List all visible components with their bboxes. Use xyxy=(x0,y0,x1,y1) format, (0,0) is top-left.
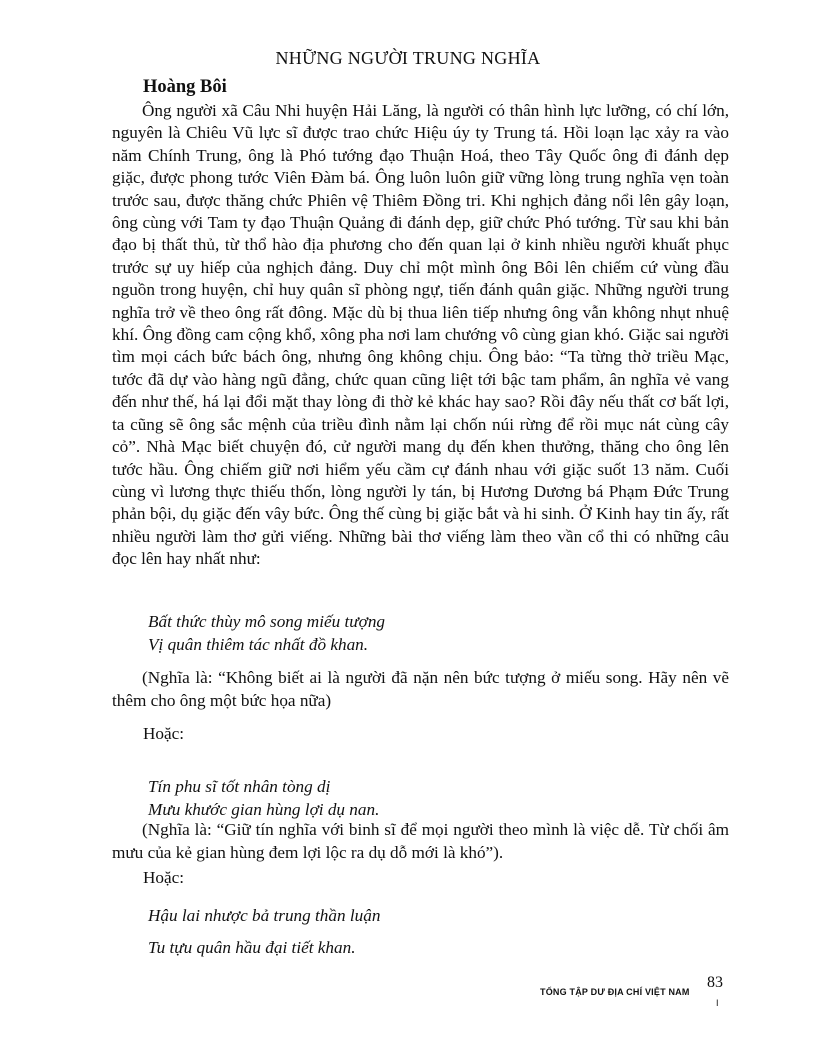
poem-verse-2 xyxy=(148,776,379,821)
poem-3-line-1: Hậu lai nhược bả trung thần luận xyxy=(148,906,381,925)
page-mark: I xyxy=(716,998,719,1008)
footer-book-title: TỔNG TẬP DƯ ĐỊA CHÍ VIỆT NAM xyxy=(540,987,690,997)
page-number: 83 xyxy=(707,974,723,991)
section-heading: Hoàng Bôi xyxy=(143,77,227,97)
poem-2-line-2: Mưu khước gian hùng lợi dụ nan. xyxy=(148,799,380,819)
poem-2-line-1: Tín phu sĩ tốt nhân tòng dị xyxy=(148,777,331,796)
body-paragraph: Ông người xã Câu Nhi huyện Hải Lăng, là người có thân hình lực lưỡng, có chí lớn, nguyên là Chiêu Vũ lực sĩ được trao chức Hiệu úy ty Trung tá. Hồi loạn lạc xảy ra vào năm Chính Trung, ông là Phó tướng đạo Thuận Hoá, theo Tây Quốc ông đi đánh dẹp giặc, được phong tước Viên Đàm bá. Ông luôn luôn giữ vững lòng trung nghĩa vẹn toàn trước sau, được thăng chức Phiên vệ Thiêm Đồng tri. Khi nghịch đảng nổi lên gây loạn, ông cùng với Tam ty đạo Thuận Quảng đi đánh dẹp, giữ chức Phó tướng. Từ sau khi bản đạo bị thất thủ, từ thổ hào địa phương cho đến quan lại ở kinh nhiều người khuất phục trước sự uy hiếp của nghịch đảng. Duy chỉ một mình ông Bôi lên chiếm cứ vùng đầu nguồn trong huyện, chỉ huy quân sĩ phòng ngự, tiến đánh quân giặc. Những người trung nghĩa trở về theo ông rất đông. Mặc dù bị thua liên tiếp nhưng ông vẫn không nhụt nhuệ khí. Ông đồng cam cộng khổ, xông pha nơi lam chướng vô cùng gian khó. Giặc sai người tìm mọi cách bức bách ông, nhưng ông không chịu. Ông bảo: “Ta từng thờ triều Mạc, tước đã dự vào hàng ngũ đẳng, chức quan cũng liệt tới bậc tam phẩm, ân nghĩa vẻ vang đến như thế, há lại đổi mặt thay lòng đi thờ kẻ khác hay sao? Rồi đây nếu thất cơ bất lợi, ta cũng sẽ ông sắc mệnh của triều đình nằm lại chốn núi rừng để rồi mục nát cùng cây cỏ”. Nhà Mạc biết chuyện đó, cử người mang dụ đến khen thưởng, thăng cho ông lên tước hầu. Ông chiếm giữ nơi hiểm yếu cầm cự đánh nhau với giặc suốt 13 năm. Cuối cùng vì lương thực thiếu thốn, lòng người ly tán, bị Hương Dương bá Phạm Đức Trung phản bội, dụ giặc đến vây bức. Ông thế cùng bị giặc bắt và hi sinh. Ở Kinh hay tin ấy, rất nhiều người làm thơ gửi viếng. Những bài thơ viếng làm theo vần cổ thi có những câu đọc lên hay nhất như: xyxy=(112,101,729,569)
poem-3-line-2: Tu tựu quân hầu đại tiết khan. xyxy=(148,938,356,957)
or-label-2: Hoặc: xyxy=(143,868,185,887)
translation-2: (Nghĩa là: “Giữ tín nghĩa với binh sĩ để mọi người theo mình là việc dễ. Từ chối âm mưu của kẻ gian hùng đem lợi lộc ra dụ dỗ mới là khó”). xyxy=(112,820,729,862)
poem-1-line-2: Vị quân thiêm tác nhất đồ khan. xyxy=(148,634,369,654)
page-title: NHỮNG NGƯỜI TRUNG NGHĨA xyxy=(275,48,541,68)
or-label-1: Hoặc: xyxy=(143,724,185,743)
poem-1-line-1: Bất thức thùy mô song miếu tượng xyxy=(148,612,386,631)
poem-verse-3 xyxy=(148,900,380,964)
poem-verse-1 xyxy=(148,611,385,656)
translation-1: (Nghĩa là: “Không biết ai là người đã nặn nên bức tượng ở miếu song. Hãy nên vẽ thêm cho ông một bức họa nữa) xyxy=(112,668,729,710)
